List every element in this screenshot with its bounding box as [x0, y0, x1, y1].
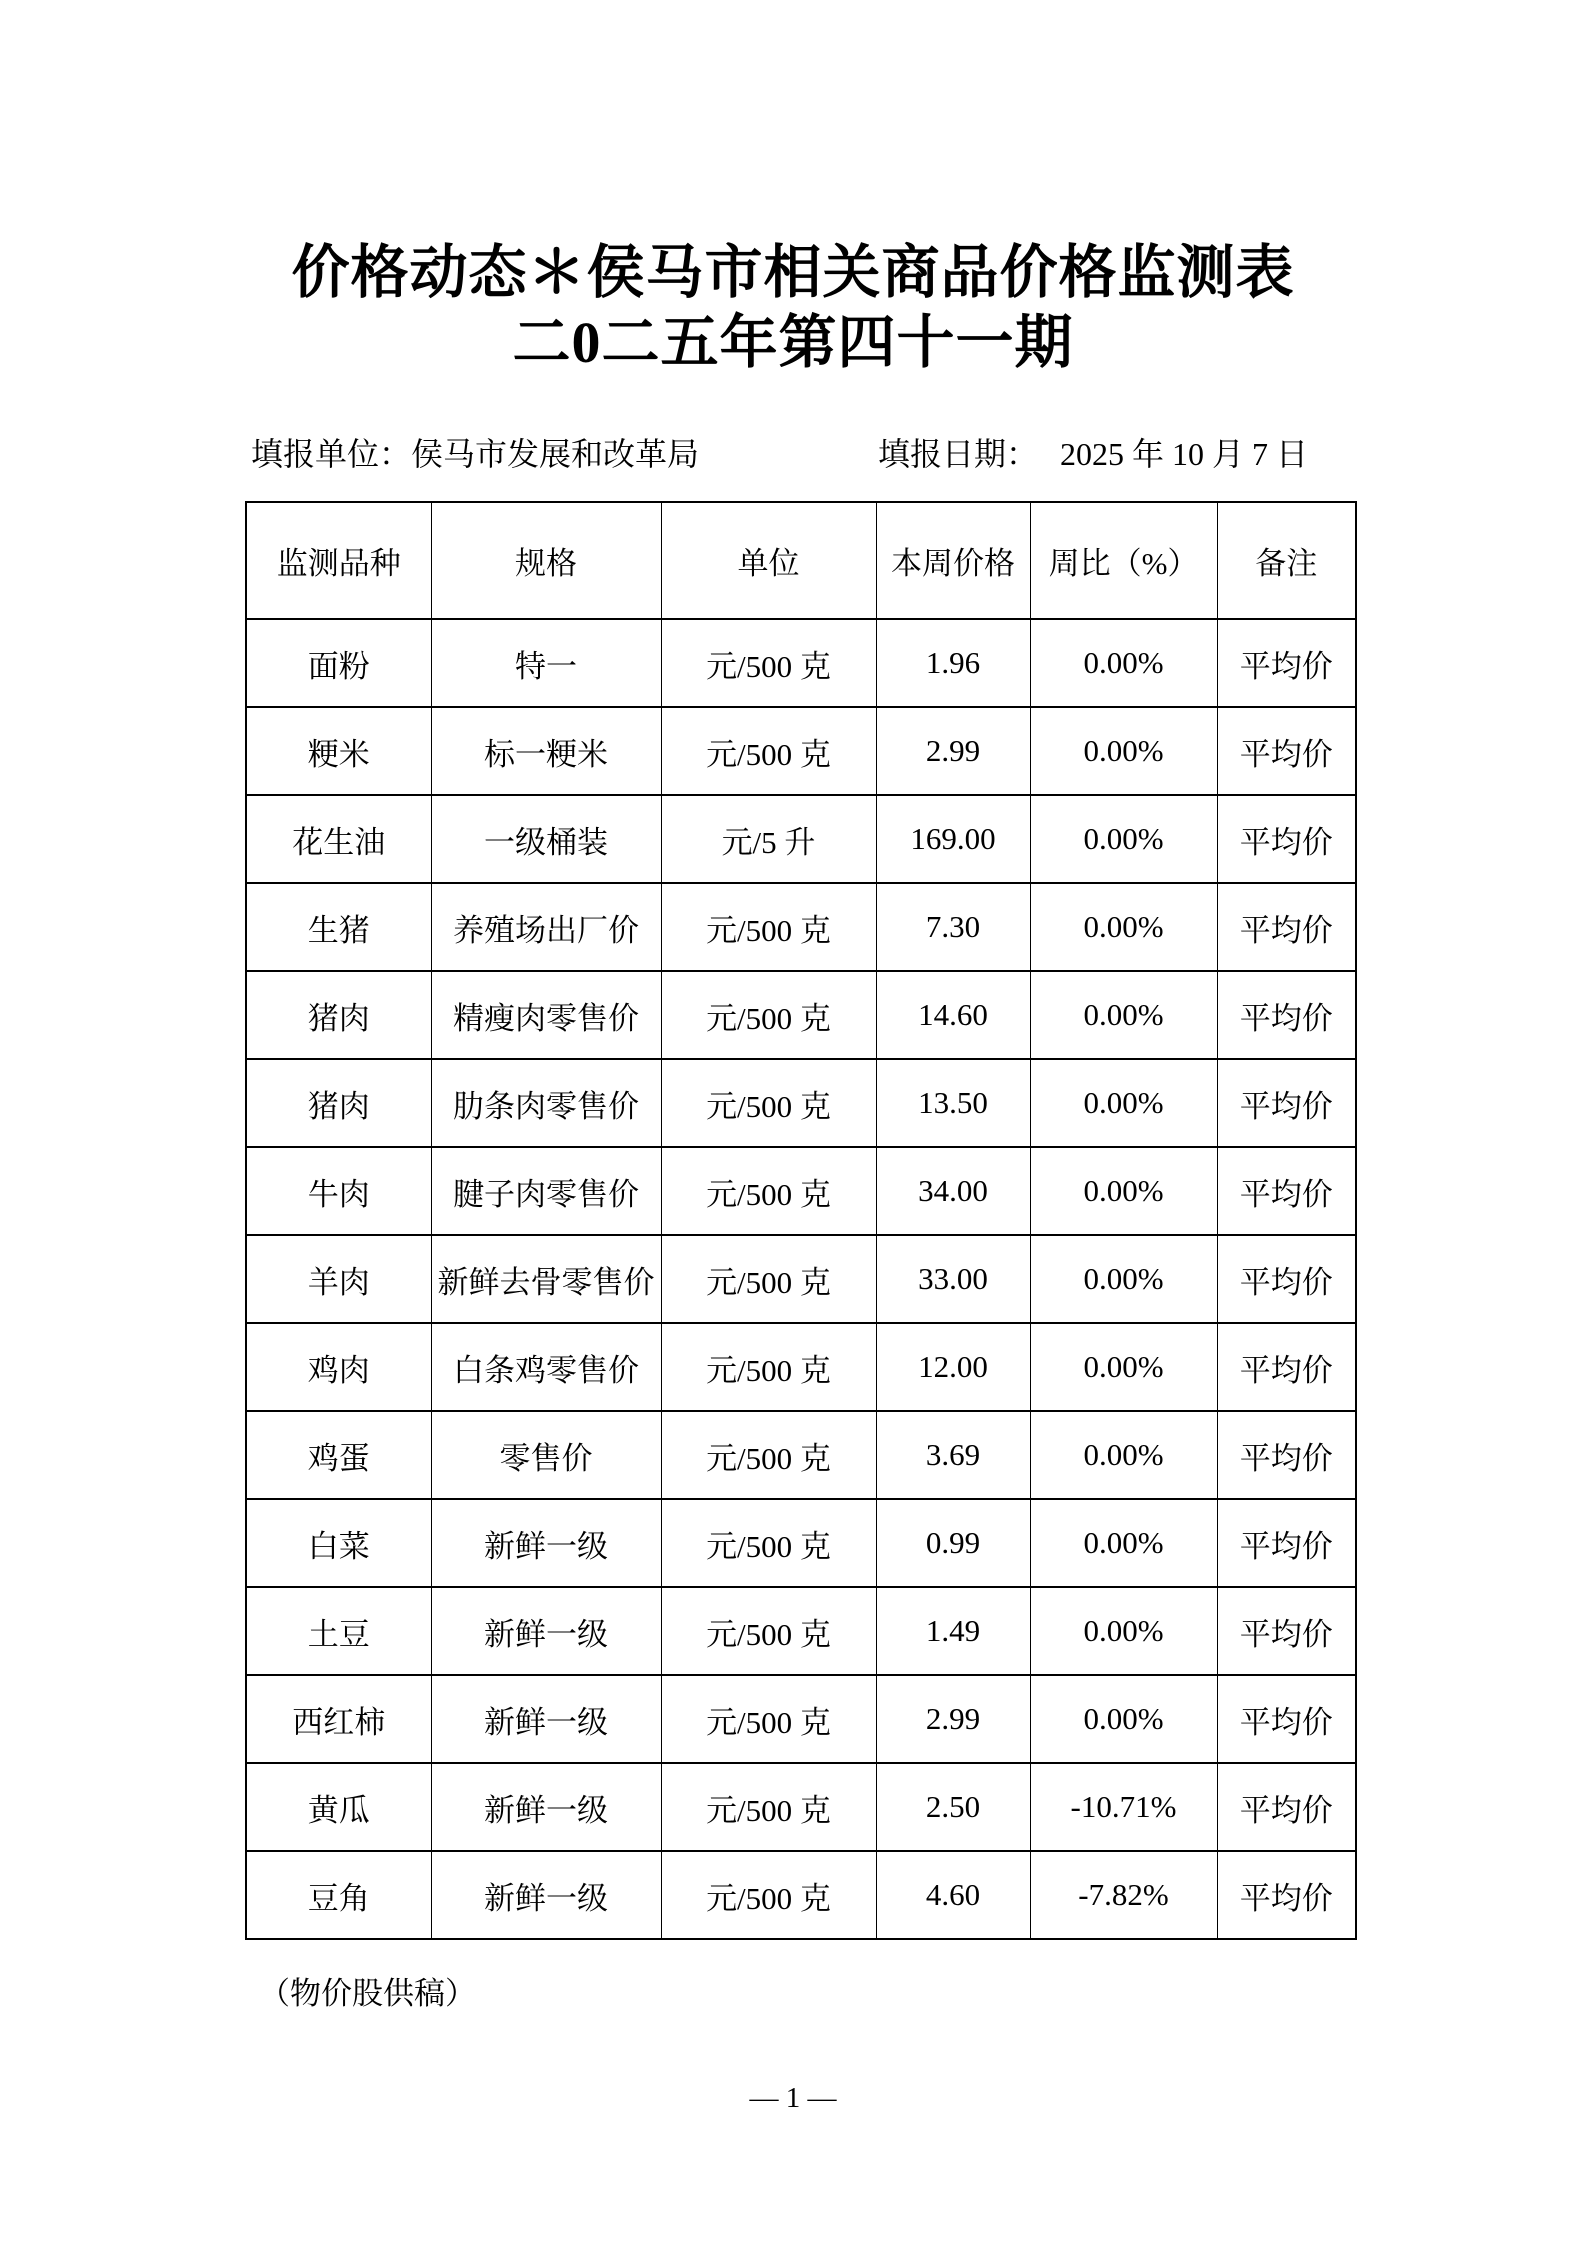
table-cell: 平均价 — [1217, 1763, 1356, 1851]
table-cell: 元/500 克 — [661, 1851, 876, 1939]
table-cell: 新鲜一级 — [431, 1675, 661, 1763]
table-cell: 0.99 — [876, 1499, 1030, 1587]
table-cell: 2.50 — [876, 1763, 1030, 1851]
table-row — [246, 1675, 1356, 1763]
table-cell: 0.00% — [1030, 707, 1217, 795]
reporting-date-label: 填报日期： — [878, 436, 1039, 472]
table-cell: 0.00% — [1030, 1587, 1217, 1675]
table-cell: 元/500 克 — [661, 1587, 876, 1675]
table-cell: 猪肉 — [246, 971, 431, 1059]
table-cell: 33.00 — [876, 1235, 1030, 1323]
table-cell: 腱子肉零售价 — [431, 1147, 661, 1235]
table-cell: 169.00 — [876, 795, 1030, 883]
table-cell: 0.00% — [1030, 1235, 1217, 1323]
table-cell: 12.00 — [876, 1323, 1030, 1411]
table-cell: 猪肉 — [246, 1059, 431, 1147]
table-cell: 平均价 — [1217, 707, 1356, 795]
table-cell: 元/500 克 — [661, 619, 876, 707]
table-cell: 平均价 — [1217, 883, 1356, 971]
table-cell: 元/500 克 — [661, 707, 876, 795]
table-cell: 0.00% — [1030, 1499, 1217, 1587]
table-cell: 元/500 克 — [661, 1235, 876, 1323]
column-header: 备注 — [1217, 502, 1356, 619]
meta-row — [0, 432, 1586, 476]
table-row — [246, 1411, 1356, 1499]
table-cell: 元/500 克 — [661, 1763, 876, 1851]
table-cell: 34.00 — [876, 1147, 1030, 1235]
table-cell: 白菜 — [246, 1499, 431, 1587]
table-cell: 平均价 — [1217, 1235, 1356, 1323]
table-row — [246, 1851, 1356, 1939]
column-header: 监测品种 — [246, 502, 431, 619]
table-row — [246, 1147, 1356, 1235]
table-cell: 平均价 — [1217, 1147, 1356, 1235]
table-row — [246, 1235, 1356, 1323]
table-row — [246, 1323, 1356, 1411]
title-line-2: 二0二五年第四十一期 — [512, 310, 1074, 375]
table-row — [246, 1499, 1356, 1587]
table-row — [246, 883, 1356, 971]
page-number: — 1 — — [749, 2082, 837, 2114]
table-cell: 平均价 — [1217, 1499, 1356, 1587]
table-cell: 精瘦肉零售价 — [431, 971, 661, 1059]
table-cell: 白条鸡零售价 — [431, 1323, 661, 1411]
table-row — [246, 1587, 1356, 1675]
table-cell: 元/500 克 — [661, 1059, 876, 1147]
table-cell: 黄瓜 — [246, 1763, 431, 1851]
column-header: 规格 — [431, 502, 661, 619]
table-cell: -10.71% — [1030, 1763, 1217, 1851]
table-cell: 平均价 — [1217, 619, 1356, 707]
table-cell: 元/5 升 — [661, 795, 876, 883]
table-cell: 花生油 — [246, 795, 431, 883]
reporting-date — [878, 432, 1308, 476]
column-header: 周比（%） — [1030, 502, 1217, 619]
table-cell: 元/500 克 — [661, 883, 876, 971]
table-cell: 肋条肉零售价 — [431, 1059, 661, 1147]
table-cell: 0.00% — [1030, 795, 1217, 883]
column-header: 本周价格 — [876, 502, 1030, 619]
table-cell: 面粉 — [246, 619, 431, 707]
column-header: 单位 — [661, 502, 876, 619]
table-cell: 平均价 — [1217, 1059, 1356, 1147]
table-cell: 西红柿 — [246, 1675, 431, 1763]
table-cell: 0.00% — [1030, 1323, 1217, 1411]
table-cell: 零售价 — [431, 1411, 661, 1499]
table-cell: 元/500 克 — [661, 1147, 876, 1235]
table-cell: 新鲜去骨零售价 — [431, 1235, 661, 1323]
source-note: （物价股供稿） — [259, 1976, 476, 2011]
table-cell: 平均价 — [1217, 1851, 1356, 1939]
table-cell: 新鲜一级 — [431, 1851, 661, 1939]
table-cell: 平均价 — [1217, 1411, 1356, 1499]
table-cell: 2.99 — [876, 1675, 1030, 1763]
table-row — [246, 795, 1356, 883]
table-cell: 生猪 — [246, 883, 431, 971]
table-row — [246, 1059, 1356, 1147]
table-cell: 0.00% — [1030, 1147, 1217, 1235]
table-cell: 新鲜一级 — [431, 1499, 661, 1587]
table-cell: 牛肉 — [246, 1147, 431, 1235]
table-cell: 鸡肉 — [246, 1323, 431, 1411]
table-cell: 0.00% — [1030, 619, 1217, 707]
reporting-date-value: 2025 年 10 月 7 日 — [1060, 436, 1309, 472]
table-cell: 平均价 — [1217, 795, 1356, 883]
table-cell: 元/500 克 — [661, 1675, 876, 1763]
table-cell: 羊肉 — [246, 1235, 431, 1323]
table-cell: 0.00% — [1030, 971, 1217, 1059]
table-row — [246, 971, 1356, 1059]
table-cell: 平均价 — [1217, 1675, 1356, 1763]
table-row — [246, 707, 1356, 795]
table-cell: 3.69 — [876, 1411, 1030, 1499]
table-head — [246, 502, 1356, 619]
table-cell: 14.60 — [876, 971, 1030, 1059]
table-cell: 0.00% — [1030, 883, 1217, 971]
table-cell: 新鲜一级 — [431, 1763, 661, 1851]
table-header-row — [246, 502, 1356, 619]
table-cell: 平均价 — [1217, 1323, 1356, 1411]
table-cell: 平均价 — [1217, 971, 1356, 1059]
table-cell: 养殖场出厂价 — [431, 883, 661, 971]
table-cell: 元/500 克 — [661, 1499, 876, 1587]
table-cell: 0.00% — [1030, 1411, 1217, 1499]
table-cell: 0.00% — [1030, 1675, 1217, 1763]
price-monitoring-table — [245, 501, 1357, 1940]
table-cell: 0.00% — [1030, 1059, 1217, 1147]
table-body — [246, 619, 1356, 1939]
table-row — [246, 1763, 1356, 1851]
table-cell: 鸡蛋 — [246, 1411, 431, 1499]
table-cell: 特一 — [431, 619, 661, 707]
title-line-1: 价格动态＊侯马市相关商品价格监测表 — [291, 240, 1295, 305]
table-cell: 元/500 克 — [661, 1323, 876, 1411]
table-cell: 豆角 — [246, 1851, 431, 1939]
table-row — [246, 619, 1356, 707]
table-cell: 2.99 — [876, 707, 1030, 795]
table-cell: 粳米 — [246, 707, 431, 795]
table-cell: -7.82% — [1030, 1851, 1217, 1939]
table-cell: 元/500 克 — [661, 1411, 876, 1499]
table-cell: 一级桶装 — [431, 795, 661, 883]
table-cell: 1.49 — [876, 1587, 1030, 1675]
reporting-unit: 填报单位：侯马市发展和改革局 — [251, 436, 700, 472]
table-cell: 13.50 — [876, 1059, 1030, 1147]
table-cell: 1.96 — [876, 619, 1030, 707]
table-cell: 土豆 — [246, 1587, 431, 1675]
table-cell: 7.30 — [876, 883, 1030, 971]
table-cell: 4.60 — [876, 1851, 1030, 1939]
table-cell: 元/500 克 — [661, 971, 876, 1059]
table-cell: 平均价 — [1217, 1587, 1356, 1675]
table-cell: 新鲜一级 — [431, 1587, 661, 1675]
document-title — [0, 238, 1586, 378]
table-cell: 标一粳米 — [431, 707, 661, 795]
